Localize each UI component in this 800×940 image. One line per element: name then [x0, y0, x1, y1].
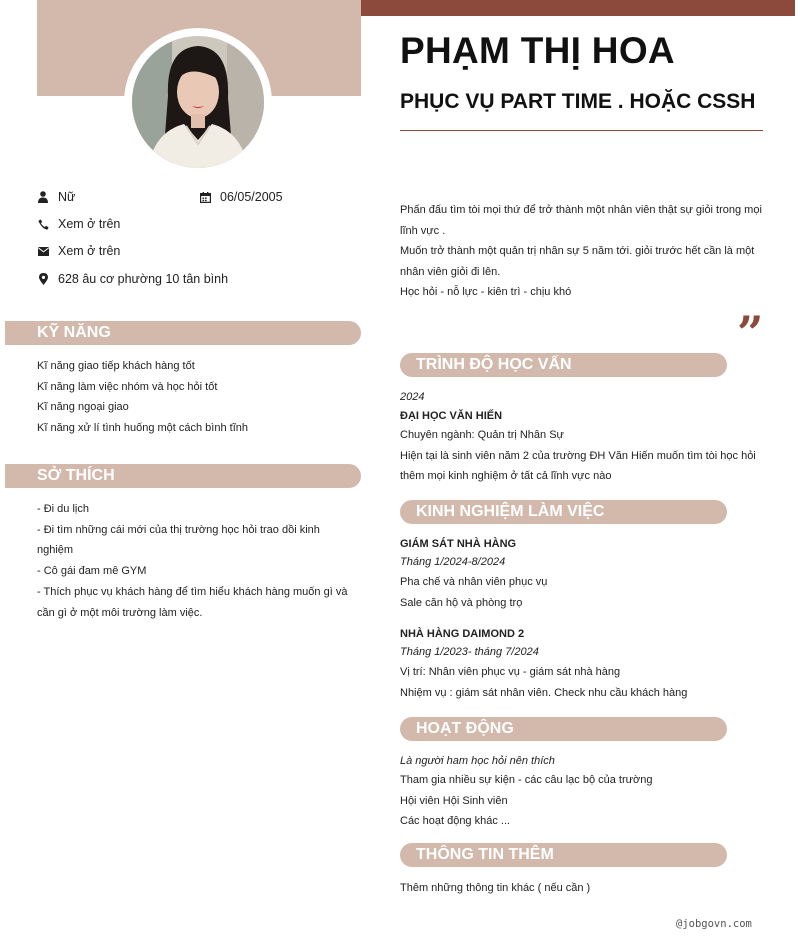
- job-company: NHÀ HÀNG DAIMOND 2: [400, 628, 525, 640]
- objective-line: Phấn đấu tìm tòi mọi thứ để trở thành một nhân viên thật sự giỏi trong mọi lĩnh vực .: [400, 204, 762, 237]
- skill-item: Kĩ năng làm việc nhóm và học hỏi tốt: [37, 380, 218, 393]
- skills-heading: KỸ NĂNG: [5, 321, 361, 345]
- education-section: [400, 388, 765, 487]
- hobby-item: - Cô gái đam mê GYM: [37, 565, 147, 578]
- job-period: Tháng 1/2023- tháng 7/2024: [400, 646, 539, 658]
- activities-section: [400, 752, 765, 832]
- activities-subtitle: Là người ham học hỏi nên thích: [400, 755, 555, 767]
- activity-item: Các hoạt động khác ...: [400, 815, 511, 827]
- hobby-item: - Thích phục vụ khách hàng để tìm hiểu khách hàng muốn gì và cần gì ở một môi trường làm việc.: [37, 585, 348, 619]
- education-year: 2024: [400, 391, 425, 403]
- job-title: PHỤC VỤ PART TIME . HOẶC CSSH: [400, 90, 756, 113]
- job-detail: Sale căn hộ và phòng trọ: [400, 596, 523, 609]
- skills-list: [37, 356, 355, 439]
- skill-item: Kĩ năng xử lí tình huống một cách bình tĩnh: [37, 422, 248, 435]
- envelope-icon: [37, 245, 49, 257]
- address-row: [37, 272, 228, 286]
- hobbies-list: [37, 499, 355, 623]
- phone-row: [37, 217, 120, 231]
- email-row: [37, 244, 120, 258]
- career-objective: [400, 200, 765, 303]
- skill-item: Kĩ năng ngoại giao: [37, 401, 129, 414]
- quote-icon: ”: [737, 306, 764, 360]
- additional-info-text: Thêm những thông tin khác ( nếu cần ): [400, 882, 591, 894]
- additional-info-section: [400, 878, 765, 899]
- gender-row: [37, 190, 75, 204]
- candidate-name: PHẠM THỊ HOA: [400, 30, 675, 71]
- activity-item: Hội viên Hội Sinh viên: [400, 794, 508, 807]
- job-detail: Vị trí: Nhân viên phục vụ - giám sát nhà hàng: [400, 666, 621, 678]
- experience-job: [400, 625, 765, 703]
- birthdate-row: [199, 190, 283, 204]
- additional-info-heading: THÔNG TIN THÊM: [400, 843, 727, 867]
- skill-item: Kĩ năng giao tiếp khách hàng tốt: [37, 360, 195, 372]
- avatar-frame: [124, 28, 272, 176]
- gender-value: Nữ: [58, 190, 76, 204]
- phone-value: Xem ở trên: [58, 217, 121, 231]
- objective-line: Học hỏi - nỗ lực - kiên trì - chịu khó: [400, 286, 572, 298]
- watermark: @jobgovn.com: [676, 918, 752, 930]
- experience-job: [400, 535, 765, 613]
- birthdate-value: 06/05/2005: [220, 190, 283, 204]
- title-divider: [400, 130, 763, 131]
- experience-heading: KINH NGHIỆM LÀM VIỆC: [400, 500, 727, 524]
- avatar: [132, 36, 264, 168]
- job-detail: Pha chế và nhân viên phục vụ: [400, 576, 548, 588]
- hobbies-heading: SỞ THÍCH: [5, 464, 361, 488]
- map-pin-icon: [37, 273, 49, 285]
- hobby-item: - Đi du lịch: [37, 503, 89, 515]
- objective-line: Muốn trở thành một quản trị nhân sự 5 năm tới. giỏi trước hết cần là một nhân viên giỏi đi lên.: [400, 245, 755, 278]
- email-value: Xem ở trên: [58, 244, 121, 258]
- header-accent-band: [361, 0, 795, 16]
- education-major: Chuyên ngành: Quản trị Nhân Sự: [400, 429, 564, 441]
- address-value: 628 âu cơ phường 10 tân bình: [58, 272, 229, 286]
- person-icon: [37, 191, 49, 203]
- calendar-icon: [199, 191, 211, 203]
- education-description: Hiện tại là sinh viên năm 2 của trường ĐH Văn Hiến muốn tìm tòi học hỏi thêm mọi kinh nghiệm ở tất cả lĩnh vực nào: [400, 449, 756, 482]
- education-school: ĐẠI HỌC VĂN HIẾN: [400, 410, 503, 422]
- job-company: GIÁM SÁT NHÀ HÀNG: [400, 538, 517, 550]
- job-detail: Nhiệm vụ : giám sát nhân viên. Check nhu cầu khách hàng: [400, 686, 688, 699]
- activities-heading: HOẠT ĐỘNG: [400, 717, 727, 741]
- education-heading: TRÌNH ĐỘ HỌC VẤN: [400, 353, 727, 377]
- activity-item: Tham gia nhiều sự kiện - các câu lạc bộ của trường: [400, 774, 653, 786]
- phone-icon: [37, 218, 49, 230]
- hobby-item: - Đi tìm những cái mới của thị trường học hỏi trao dồi kinh nghiệm: [37, 523, 320, 557]
- job-period: Tháng 1/2024-8/2024: [400, 556, 506, 568]
